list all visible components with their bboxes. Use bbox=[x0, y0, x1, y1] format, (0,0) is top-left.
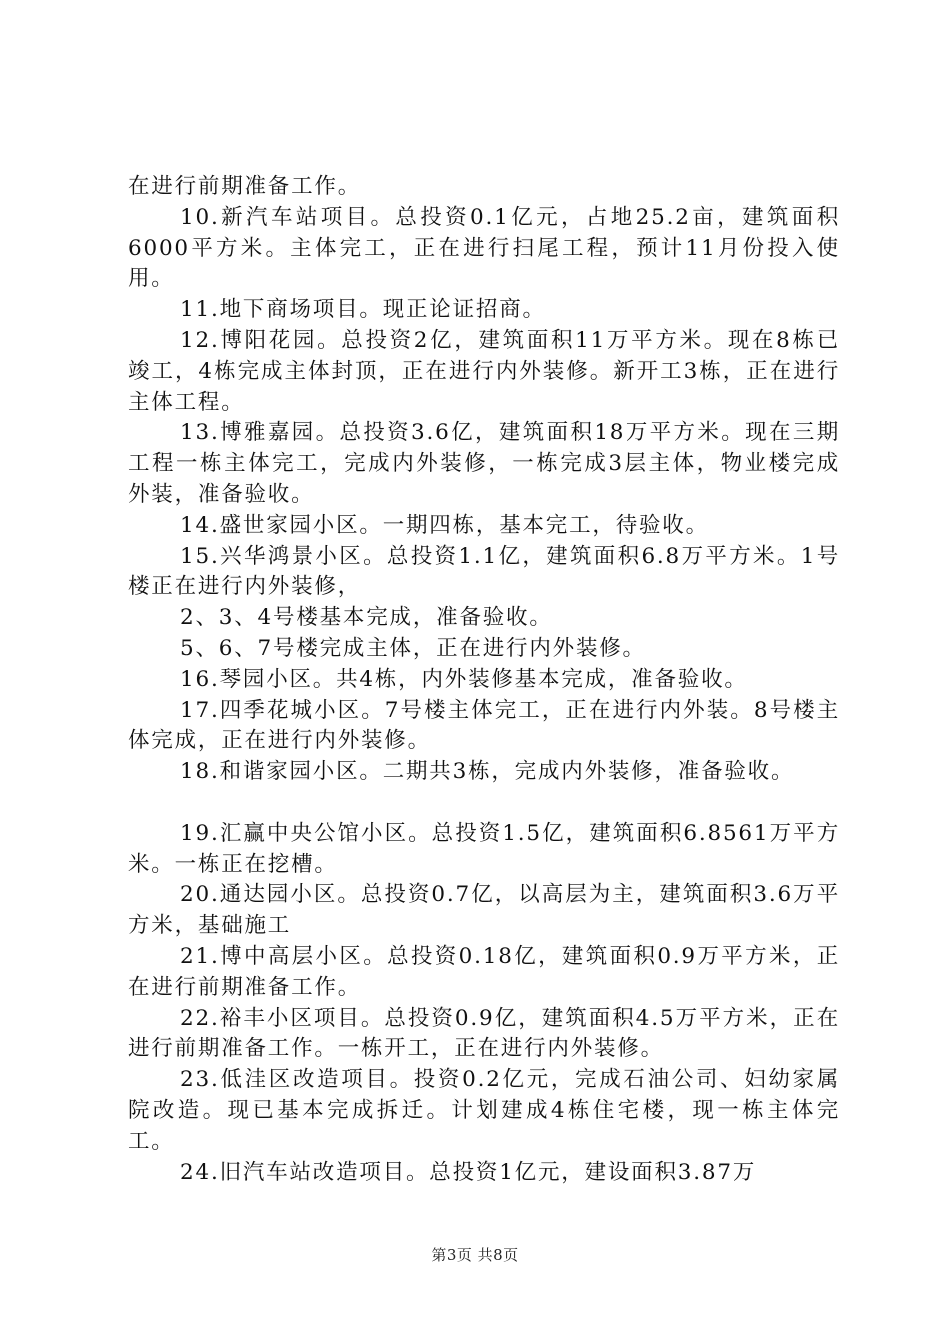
paragraph: 19.汇赢中央公馆小区。总投资1.5亿，建筑面积6.8561万平方米。一栋正在挖槽。 bbox=[128, 820, 840, 877]
paragraph: 23.低洼区改造项目。投资0.2亿元，完成石油公司、妇幼家属院改造。现已基本完成拆迁。计划建成4栋住宅楼，现一栋主体完工。 bbox=[128, 1067, 840, 1154]
page-number-label: 第3页 共8页 bbox=[431, 1246, 519, 1264]
paragraph: 在进行前期准备工作。 bbox=[128, 174, 362, 199]
paragraph: 11.地下商场项目。现正论证招商。 bbox=[180, 297, 546, 323]
paragraph: 16.琴园小区。共4栋，内外装修基本完成，准备验收。 bbox=[180, 666, 748, 692]
paragraph: 2、3、4号楼基本完成，准备验收。 bbox=[180, 605, 553, 631]
paragraph: 18.和谐家园小区。二期共3栋，完成内外装修，准备验收。 bbox=[180, 759, 795, 785]
paragraph: 15.兴华鸿景小区。总投资1.1亿，建筑面积6.8万平方米。1号楼正在进行内外装修， bbox=[128, 543, 840, 600]
page-footer bbox=[0, 1244, 950, 1265]
paragraph: 10.新汽车站项目。总投资0.1亿元，占地25.2亩，建筑面积6000平方米。主体完工，正在进行扫尾工程，预计11月份投入使用。 bbox=[128, 204, 840, 292]
paragraph: 13.博雅嘉园。总投资3.6亿，建筑面积18万平方米。现在三期工程一栋主体完工，完成内外装修，一栋完成3层主体，物业楼完成外装，准备验收。 bbox=[128, 420, 840, 507]
paragraph: 14.盛世家园小区。一期四栋，基本完工，待验收。 bbox=[180, 512, 709, 538]
document-body bbox=[128, 172, 840, 1188]
paragraph: 21.博中高层小区。总投资0.18亿，建筑面积0.9万平方米，正在进行前期准备工作。 bbox=[128, 943, 840, 1000]
paragraph: 5、6、7号楼完成主体，正在进行内外装修。 bbox=[180, 635, 646, 661]
paragraph: 12.博阳花园。总投资2亿，建筑面积11万平方米。现在8栋已竣工，4栋完成主体封顶，正在进行内外装修。新开工3栋，正在进行主体工程。 bbox=[128, 327, 840, 415]
paragraph: 20.通达园小区。总投资0.7亿，以高层为主，建筑面积3.6万平方米，基础施工 bbox=[128, 882, 840, 939]
paragraph: 17.四季花城小区。7号楼主体完工，正在进行内外装。8号楼主体完成，正在进行内外装修。 bbox=[128, 697, 840, 754]
paragraph: 22.裕丰小区项目。总投资0.9亿，建筑面积4.5万平方米，正在进行前期准备工作。一栋开工，正在进行内外装修。 bbox=[128, 1005, 840, 1062]
paragraph: 24.旧汽车站改造项目。总投资1亿元，建设面积3.87万 bbox=[180, 1159, 757, 1185]
